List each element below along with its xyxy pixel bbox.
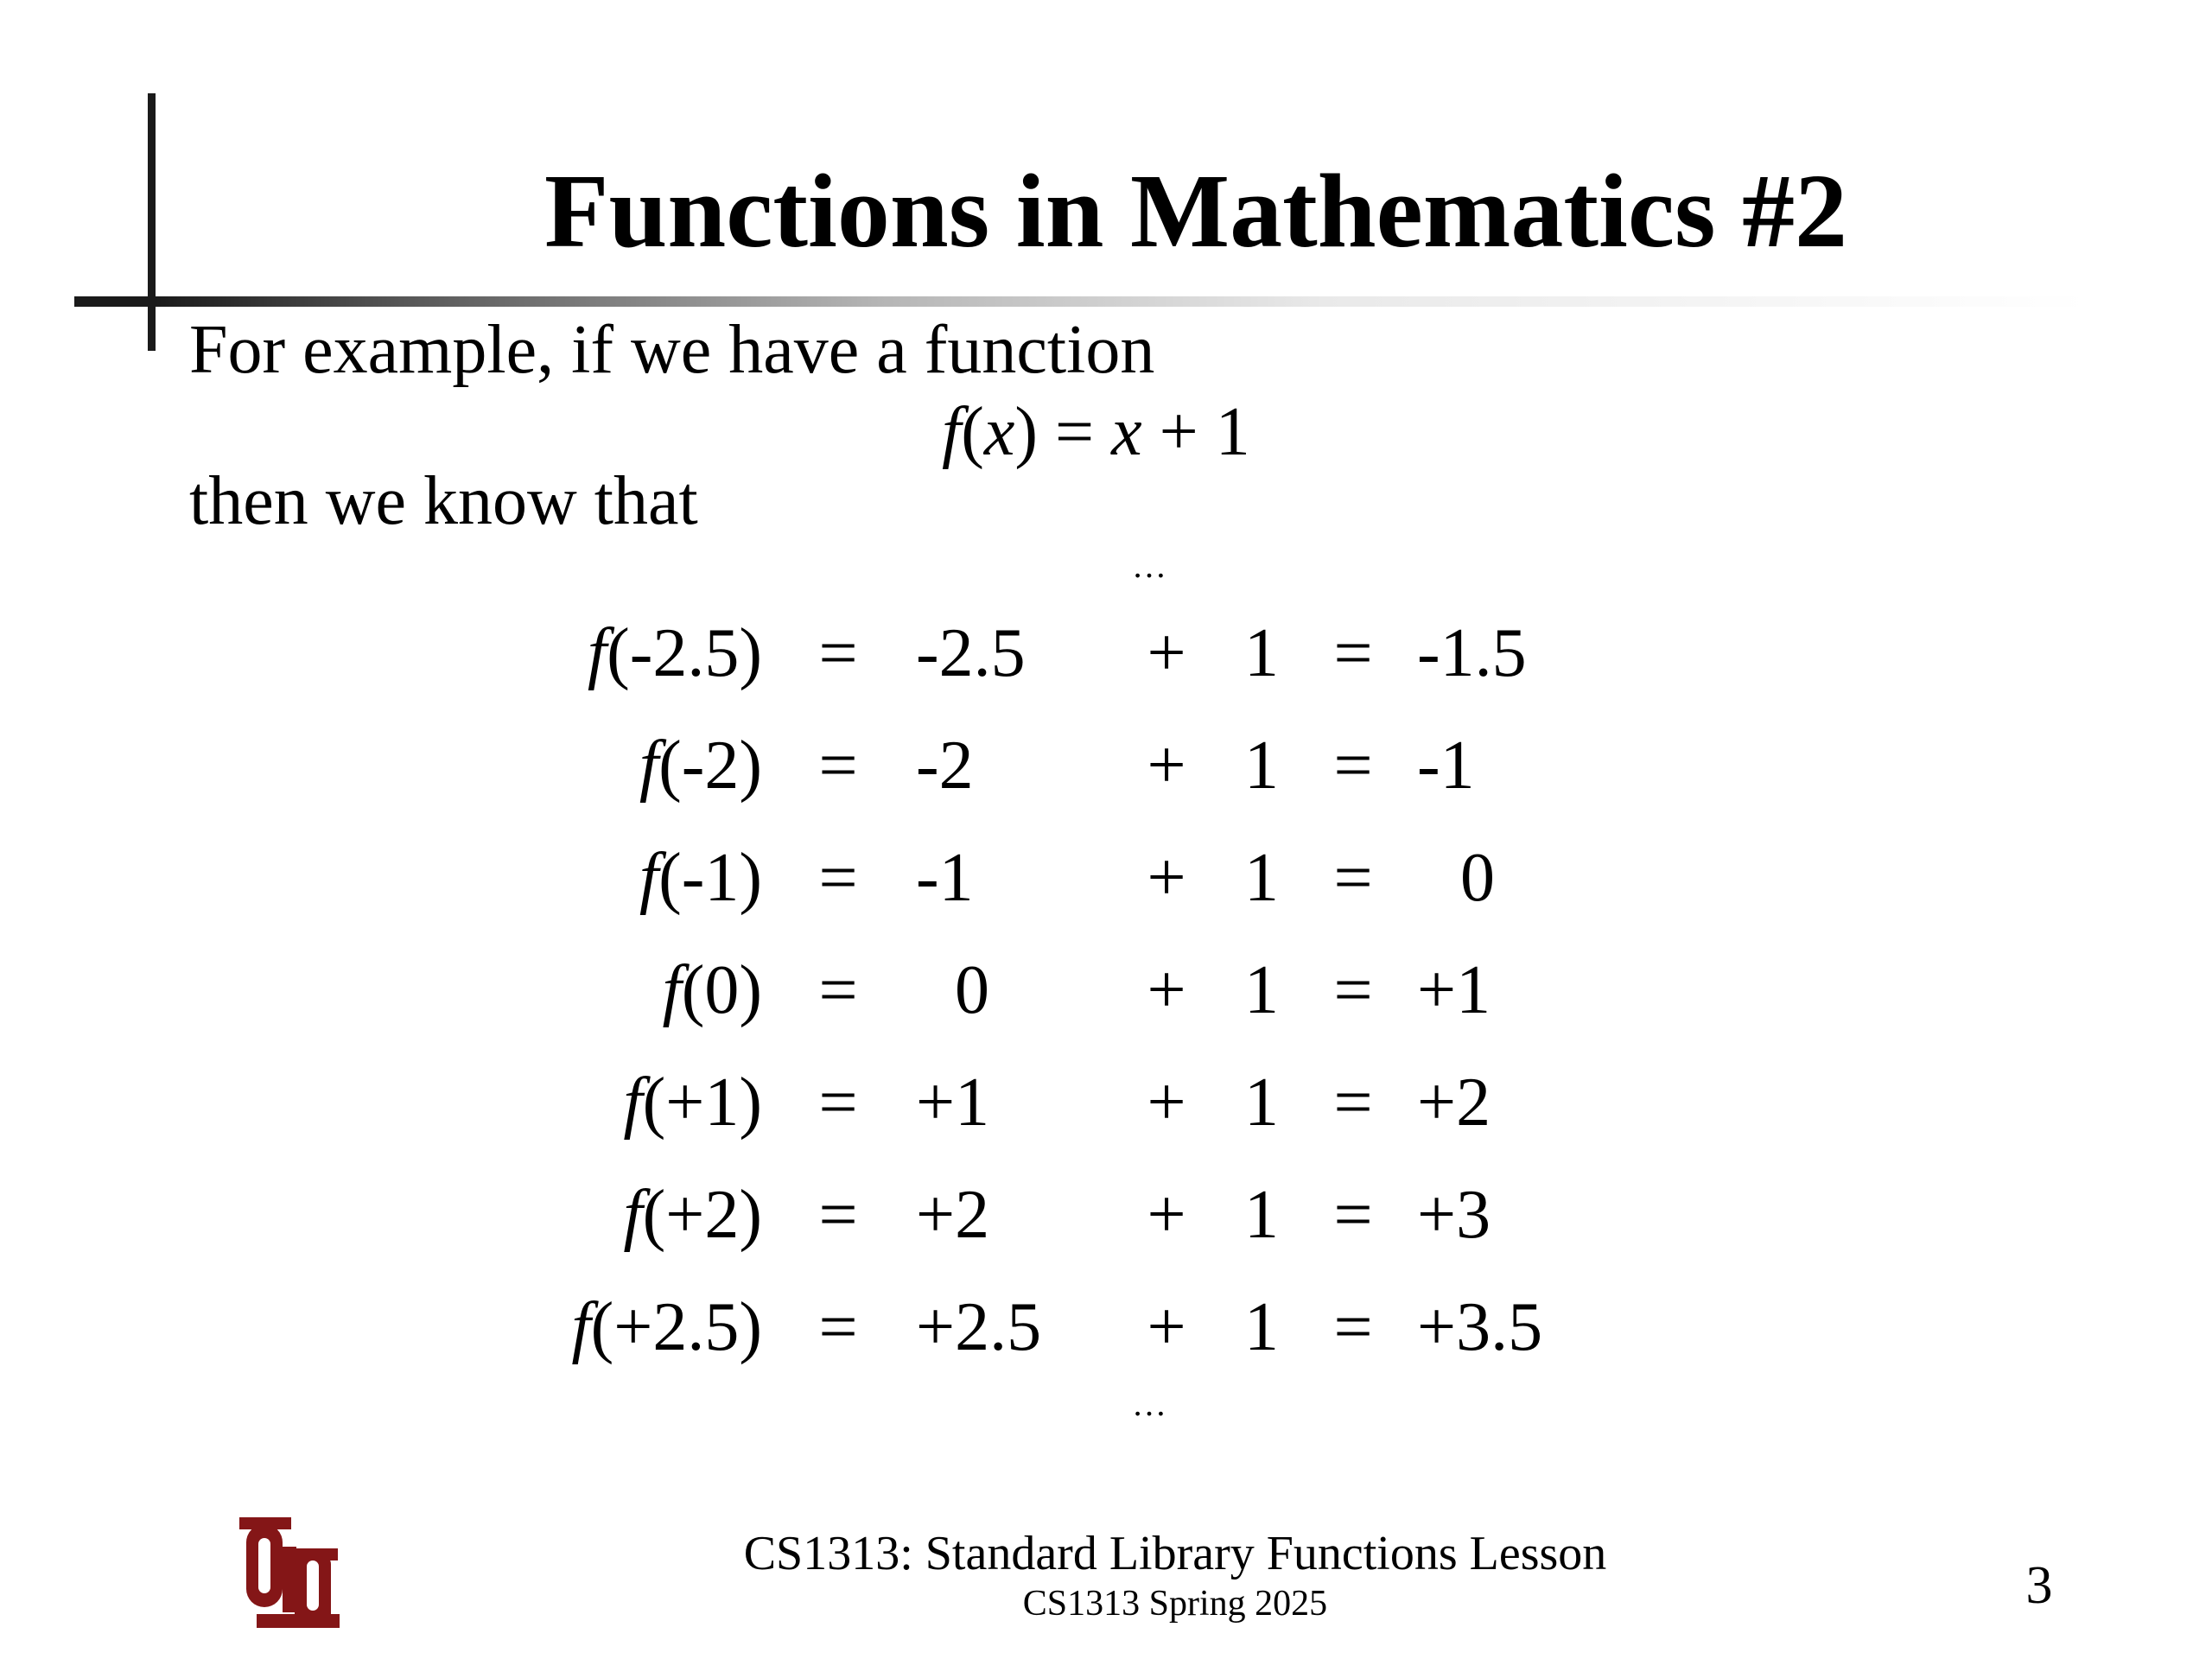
row-result: 0 [1460,840,1495,916]
row-equals-result: = [1333,615,1373,691]
function-argument: (-2.5) [607,615,762,691]
function-argument: (0) [681,952,762,1028]
row-plus: + [1147,615,1186,691]
function-name: f [662,952,682,1028]
row-one: 1 [1244,1177,1279,1253]
row-equals: = [818,1177,858,1253]
table-row [0,947,2212,1033]
row-lhs [571,1284,762,1370]
footer-course-lesson: CS1313: Standard Library Functions Lesson [743,1527,1607,1580]
row-equals: = [818,952,858,1028]
intro-text-line-1: For example, if we have a function [189,312,1155,388]
row-plus: + [1147,952,1186,1028]
function-name: f [587,615,607,691]
row-lhs [623,1059,762,1146]
row-lhs [662,947,762,1033]
row-plus: + [1147,840,1186,916]
function-argument: (+2.5) [590,1289,762,1365]
row-equals-result: = [1333,952,1373,1028]
row-equals: = [818,1065,858,1141]
formula-function-name: f [942,394,962,470]
row-x-value: -2.5 [916,615,1026,691]
formula-variable: x [1111,394,1142,470]
function-name: f [623,1065,643,1141]
function-name: f [623,1177,643,1253]
row-equals-result: = [1333,1177,1373,1253]
footer-term: CS1313 Spring 2025 [1022,1584,1328,1624]
row-result: +3.5 [1417,1289,1543,1365]
row-lhs [639,835,762,921]
row-plus: + [1147,728,1186,804]
formula-equals: = [1038,394,1112,470]
formula-open-paren: ( [961,394,984,470]
row-lhs [639,722,762,809]
row-x-value: +2 [916,1177,990,1253]
function-name: f [571,1289,591,1365]
row-result: +3 [1417,1177,1491,1253]
row-one: 1 [1244,1289,1279,1365]
row-one: 1 [1244,615,1279,691]
row-x-value: +2.5 [916,1289,1042,1365]
function-argument: (+1) [642,1065,762,1141]
ellipsis-bottom: … [1132,1384,1166,1423]
table-row [0,1059,2212,1146]
page-number: 3 [2025,1556,2053,1615]
row-x-value: 0 [955,952,989,1028]
title-horizontal-rule [74,296,2088,307]
slide-title: Functions in Mathematics #2 [543,153,1848,270]
table-row [0,1284,2212,1370]
row-result: +2 [1417,1065,1491,1141]
row-plus: + [1147,1289,1186,1365]
row-one: 1 [1244,952,1279,1028]
row-result: +1 [1417,952,1491,1028]
function-argument: (-1) [658,840,762,916]
row-one: 1 [1244,1065,1279,1141]
row-equals: = [818,615,858,691]
row-result: -1 [1417,728,1475,804]
row-one: 1 [1244,728,1279,804]
intro-text-line-2: then we know that [189,463,698,539]
function-name: f [639,840,659,916]
row-lhs [623,1172,762,1258]
formula-close-paren: ) [1014,394,1039,470]
table-row [0,610,2212,696]
function-definition [942,393,1250,471]
row-equals-result: = [1333,1289,1373,1365]
row-equals-result: = [1333,1065,1373,1141]
ellipsis-top: … [1132,546,1166,585]
row-x-value: -2 [916,728,974,804]
formula-argument: x [983,394,1015,470]
row-x-value: -1 [916,840,974,916]
formula-plus-one: + 1 [1141,394,1250,470]
row-equals: = [818,728,858,804]
row-equals: = [818,840,858,916]
row-plus: + [1147,1177,1186,1253]
row-plus: + [1147,1065,1186,1141]
row-x-value: +1 [916,1065,990,1141]
function-name: f [639,728,659,804]
row-result: -1.5 [1417,615,1527,691]
function-argument: (+2) [642,1177,762,1253]
function-argument: (-2) [658,728,762,804]
row-equals-result: = [1333,840,1373,916]
row-equals-result: = [1333,728,1373,804]
row-lhs [588,610,762,696]
row-one: 1 [1244,840,1279,916]
table-row [0,1172,2212,1258]
row-equals: = [818,1289,858,1365]
table-row [0,722,2212,809]
table-row [0,835,2212,921]
